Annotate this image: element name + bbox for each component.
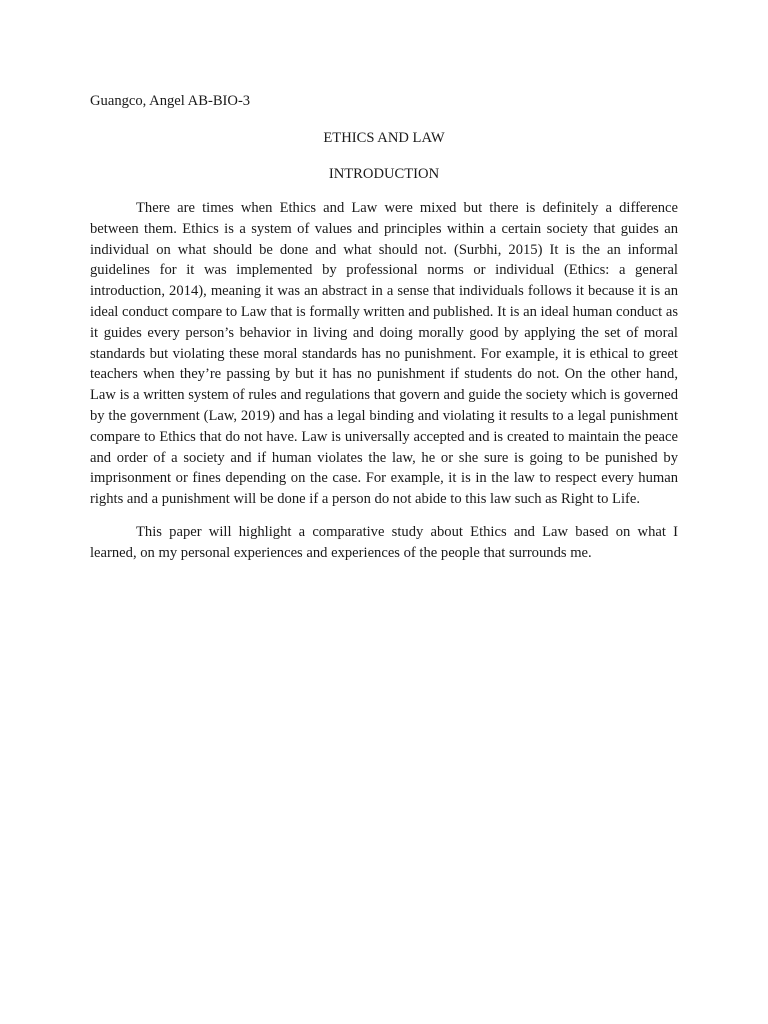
section-heading: INTRODUCTION <box>328 166 440 182</box>
body-paragraph-1: There are times when Ethics and Law were mixed but there is definitely a difference between them. Ethics is a system of values and principles within a certain society that guides an individual on what should be done and what should not. (Surbhi, 2015) It is the an informal guidelines for it was implemented by professional norms or individual (Ethics: a general introduction, 2014), meaning it was an abstract in a sense that individuals follows it because it is an ideal conduct compare to Law that is formally written and published. It is an ideal human conduct as it guides every person’s behavior in living and doing morally good by applying the set of moral standards but violating these moral standards has no punishment. For example, it is ethical to greet teachers when they’re passing by but it has no punishment if students do not. On the other hand, Law is a written system of rules and regulations that govern and guide the society which is governed by the government (Law, 2019) and has a legal binding and violating it results to a legal punishment compare to Ethics that do not have. Law is universally accepted and is created to maintain the peace and order of a society and if human violates the law, he or she sure is going to be punished by imprisonment or fines depending on the case. For example, it is in the law to respect every human rights and a punishment will be done if a person do not abide to this law such as Right to Life. <box>90 200 678 508</box>
document-title: ETHICS AND LAW <box>323 130 445 146</box>
author-line: Guangco, Angel AB-BIO-3 <box>90 93 251 109</box>
document-page <box>90 91 678 576</box>
body-paragraph-2: This paper will highlight a comparative study about Ethics and Law based on what I learned, on my personal experiences and experiences of the people that surrounds me. <box>90 523 678 561</box>
